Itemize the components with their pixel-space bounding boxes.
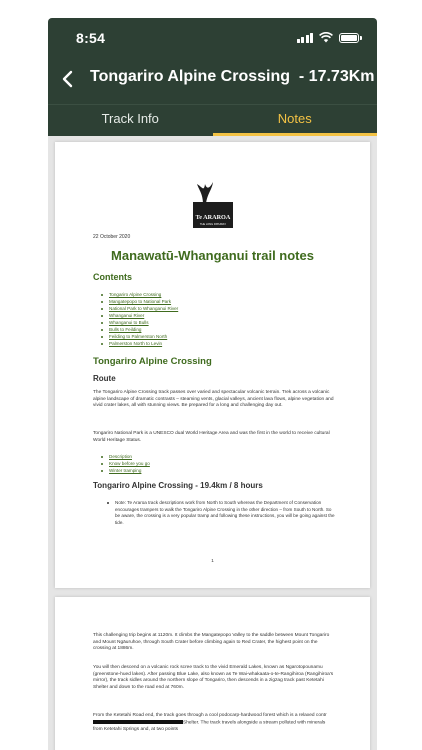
route-link[interactable]: Know before you go [109,461,150,466]
toc-link[interactable]: Whanganui to Bulls [109,319,178,326]
toc-link[interactable]: Palmerston North to Levin [109,340,178,347]
toc-link[interactable]: Bulls to Feilding [109,326,178,333]
route-link[interactable]: Description [109,453,150,460]
document-title: Manawatū-Whanganui trail notes [111,248,314,263]
signal-icon [297,33,314,43]
tab-track-info[interactable]: Track Info [101,111,159,126]
nav-title: Tongariro Alpine Crossing - 17.73Km [90,68,375,85]
route-link[interactable]: Winter tramping [109,467,150,474]
toc-link[interactable]: Mangatepopo to National Park [109,298,178,305]
document-page [55,142,370,588]
toc-link[interactable]: Tongariro Alpine Crossing [109,291,178,298]
bullet [107,502,109,504]
svg-text:Te ARAROA: Te ARAROA [195,214,231,221]
road-end-paragraph [93,713,335,733]
descent-paragraph: You will then descend on a volcanic rock scree track to the vivid Emerald Lakes, known as Ngarotopounamu (greenstone-hued lakes). After passing Blue Lake, also known as Te Wai-whakaata-o-te-Rangihiroa (Rangihiroa's mirror), the track sidles around the northern slope of Tongariro, then descends in a zigzag track past Ketetahi Shelter and down to the road end at 760m. [93,665,334,690]
tab-bar [48,104,377,136]
document-viewer[interactable] [48,136,377,750]
status-time: 8:54 [76,30,106,46]
heritage-paragraph: Tongariro National Park is a UNESCO dual World Heritage Area and was the first in the world to receive cultural World Heritage Status. [93,431,330,443]
direction-note: Note: Te Araroa track descriptions work from North to South whereas the Department of Conservation encourages trampers to walk the Tongariro Alpine Crossing in the other direction – from South to North. So be aware, the crossing is a very popular tramp and following these instructions, you will be going against the tide. [115,500,335,525]
wifi-icon [319,32,333,43]
route-links [109,453,150,474]
table-of-contents [109,291,178,347]
document-date: 22 October 2020 [93,234,131,240]
chevron-left-icon [61,70,73,88]
phone-screen [48,18,377,750]
battery-icon [339,33,359,43]
route-paragraph: The Tongariro Alpine Crossing track passes over varied and spectacular volcanic terrain. Trek across a volcanic alpine landscape of dramatic contrasts – steaming vents, glacial valleys, ancient lava flows, alpine vegetation and vivid crater lakes, all with stunning views. Be prepared for a long and challenging day out. [93,390,334,409]
toc-link[interactable]: Feilding to Palmerston North [109,333,178,340]
contents-heading: Contents [93,272,132,282]
road-end-text-end: Shelter. The track travels alongside a stream polluted with minerals from Ketetahi Springs and, at two points [93,720,326,732]
page-number: 1 [211,558,214,563]
section-heading: Tongariro Alpine Crossing [93,356,212,367]
svg-text:THE LONG PATHWAY: THE LONG PATHWAY [199,223,227,226]
road-end-text-start: From the Ketetahi Road end, the track goes through a cool podocarp-hardwood forest which is a relaxed contr [93,713,327,718]
climb-paragraph: This challenging trip begins at 1120m. It climbs the Mangatepopo Valley to the saddle between Mount Tongariro and Mount Ngāuruhoe, through South Crater before climbing again to Red Crater, the highest point on the crossing at 1886m. [93,633,330,652]
app-header [48,18,377,136]
tab-notes[interactable]: Notes [213,105,378,136]
route-heading: Route [93,374,116,383]
crossing-heading: Tongariro Alpine Crossing - 19.4km / 8 hours [93,481,263,490]
redaction-bar [93,720,137,725]
back-button[interactable] [54,66,80,92]
toc-link[interactable]: Whanganui River [109,312,178,319]
redaction-bar [137,720,183,725]
status-icons [297,32,360,43]
document-page [55,597,370,750]
toc-link[interactable]: National Park to Whanganui River [109,306,179,311]
te-araroa-logo [193,180,233,232]
